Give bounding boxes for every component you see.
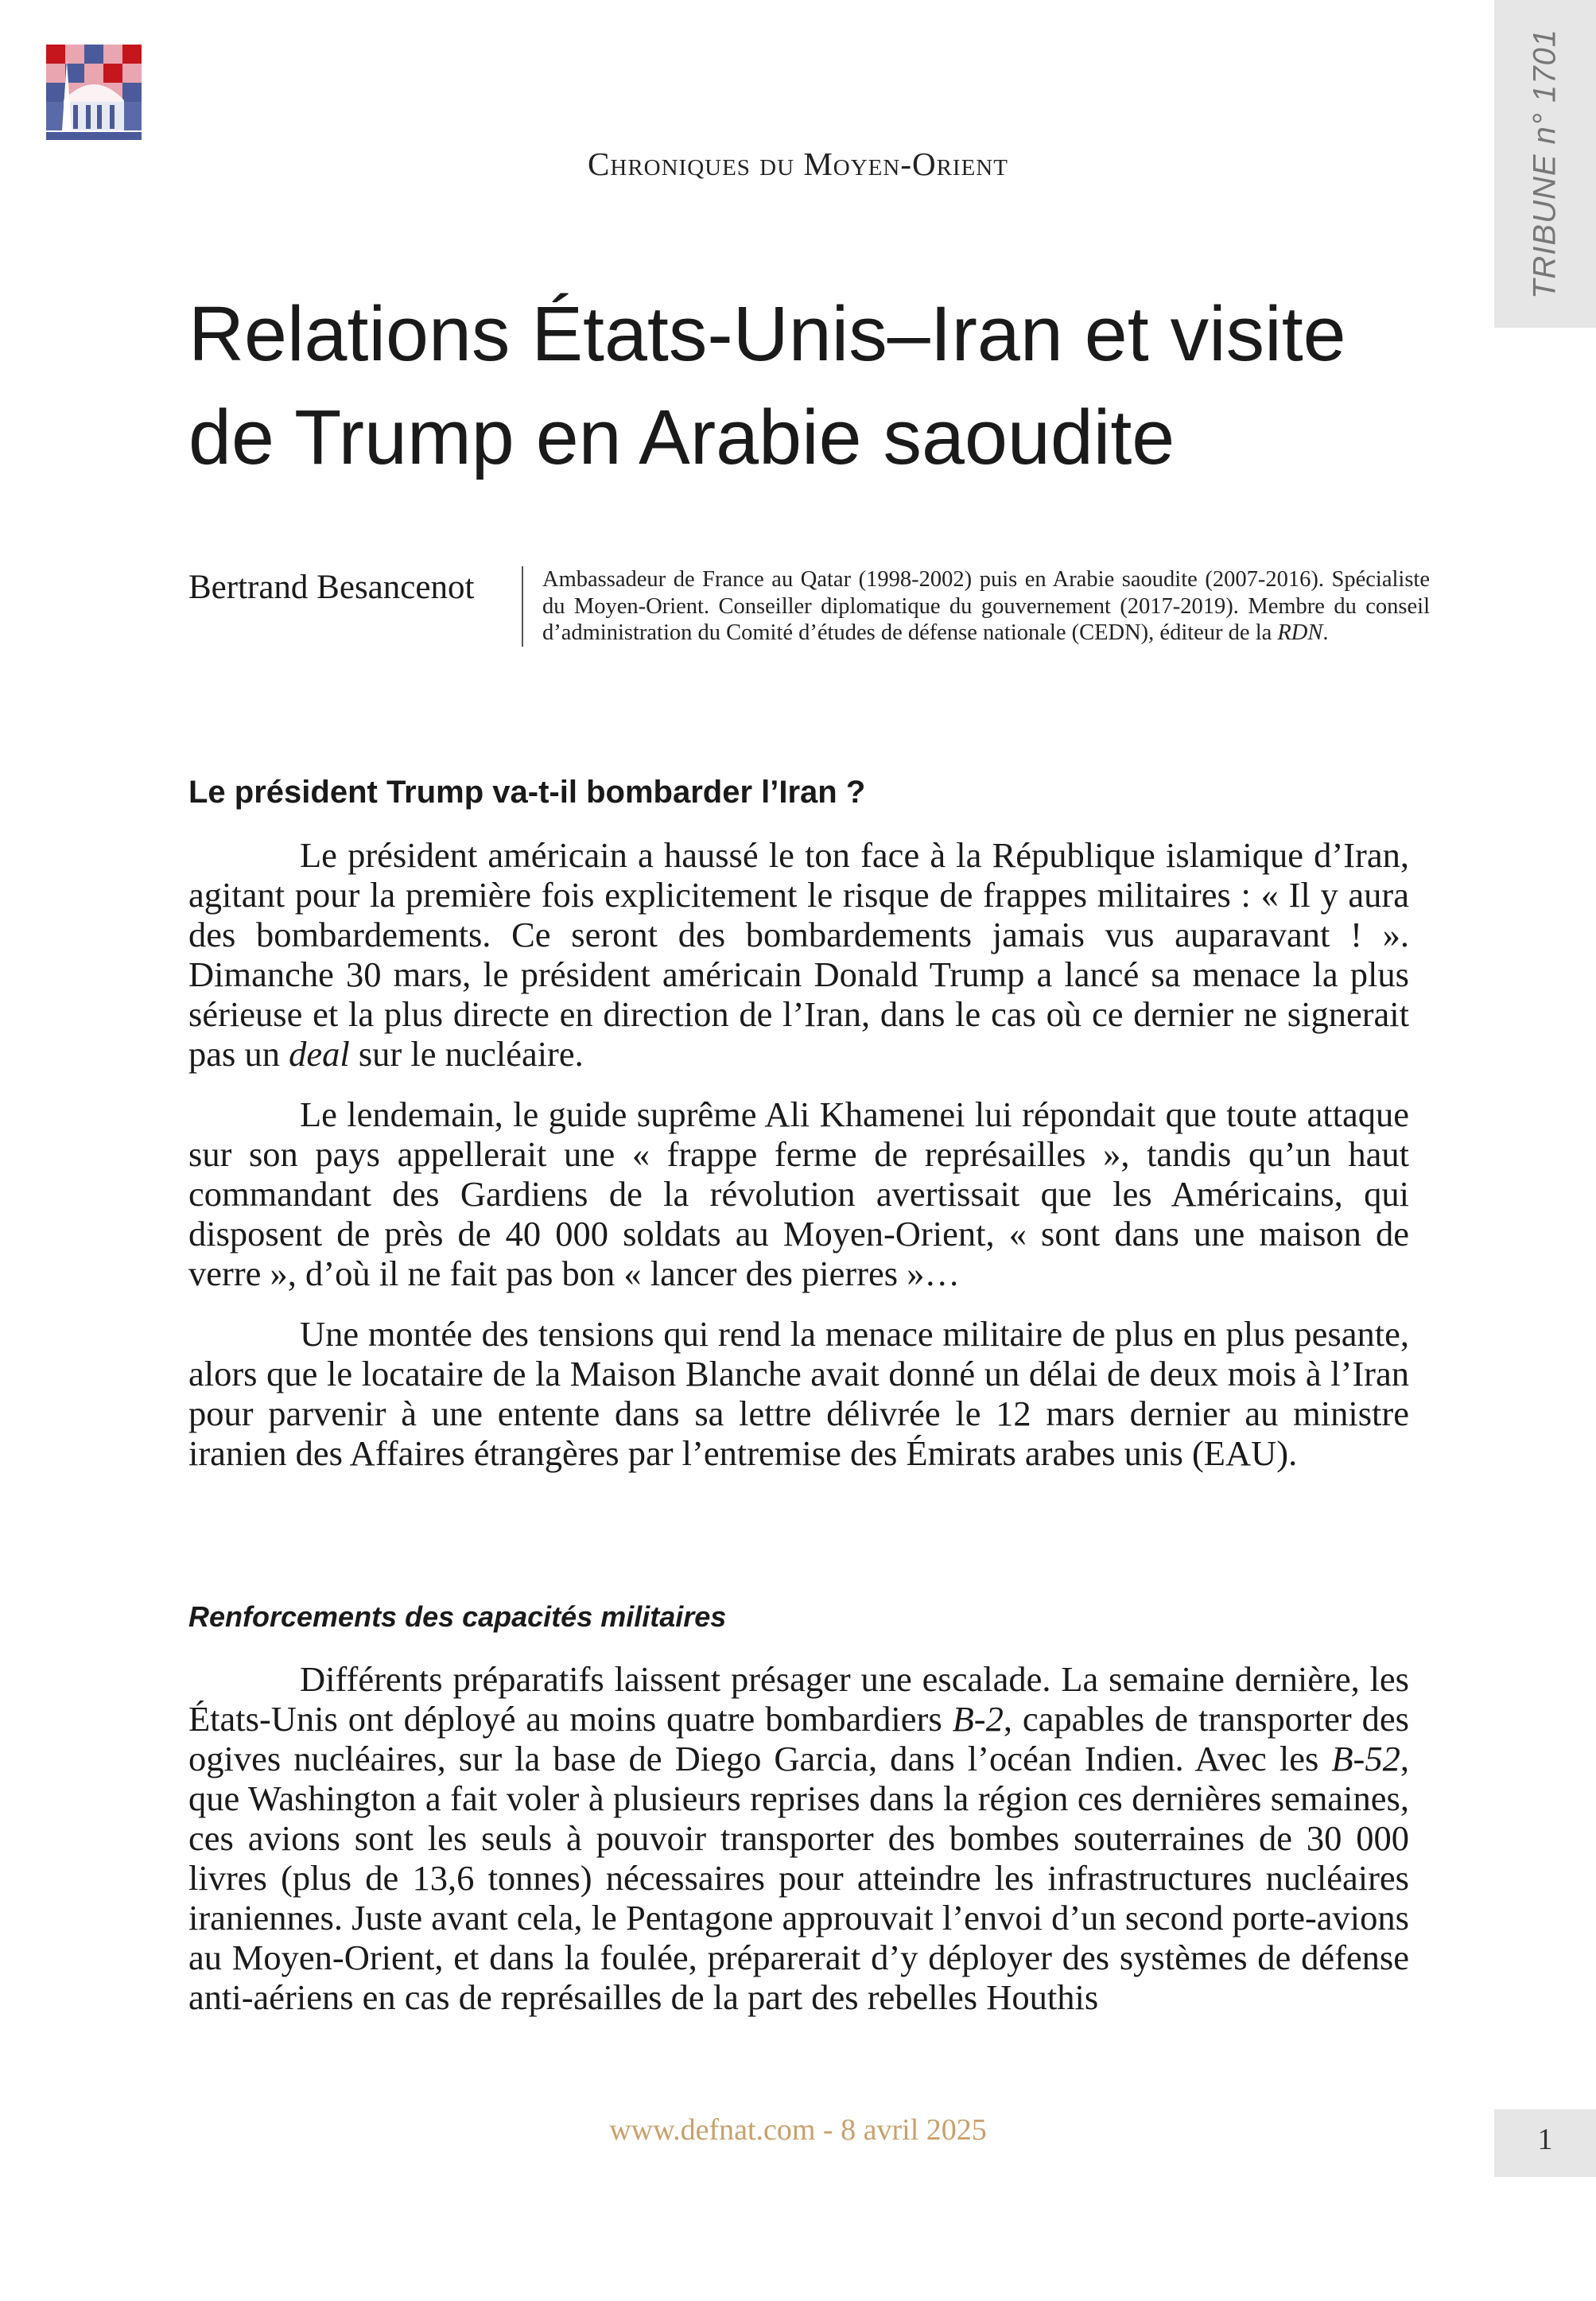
paragraph-text: sur le nucléaire. [349, 1034, 584, 1074]
section-heading-trump-iran: Le président Trump va-t-il bombarder l’Iran ? [188, 775, 866, 810]
b52-bomber: B-52 [1331, 1739, 1400, 1778]
series-name: Chroniques du Moyen-Orient [588, 146, 1008, 182]
author-name: Bertrand Besancenot [188, 569, 475, 606]
paragraph [188, 1659, 1409, 2017]
page-number-box [1494, 2109, 1596, 2177]
b2-bomber: B-2 [952, 1699, 1004, 1739]
footer-url-date: www.defnat.com - 8 avril 2025 [609, 2113, 987, 2147]
rdn-abbreviation: RDN [1277, 620, 1323, 645]
section-body-trump-iran [188, 835, 1409, 1494]
paragraph: Le lendemain, le guide suprême Ali Khamenei lui répondait que toute attaque sur son pays appellerait une « frappe ferme de représailles », tandis qu’un haut commandant des Gardiens de la révolution avertissait que les Américains, qui disposent de près de 40 000 soldats au Moyen-Orient, « sont dans une maison de verre », d’où il ne fait pas bon « lancer des pierres »… [188, 1094, 1409, 1293]
paragraph-text: , que Washington a fait voler à plusieurs reprises dans la région ces dernières semaines, ces avions sont les seuls à pouvoir transporter des bombes souterraines de 30 000 livres (plus de 13,6 tonnes) nécessaires pour atteindre les infrastructures nucléaires iraniennes. Juste avant cela, le Pentagone approuvait l’envoi d’un second porte-avions au Moyen-Orient, et dans la foulée, préparerait d’y déployer des systèmes de défense anti-aériens en cas de représailles de la part des rebelles Houthis [188, 1739, 1409, 2017]
deal-word: deal [289, 1034, 350, 1074]
paragraph: Une montée des tensions qui rend la menace militaire de plus en plus pesante, alors que le locataire de la Maison Blanche avait donné un délai de deux mois à l’Iran pour parvenir à une entente dans sa lettre délivrée le 12 mars dernier au ministre iranien des Affaires étrangères par l’entremise des Émirats arabes unis (EAU). [188, 1314, 1409, 1473]
author-bio-end: . [1322, 620, 1329, 645]
paragraph [188, 835, 1409, 1074]
subsection-heading-military: Renforcements des capacités militaires [188, 1600, 727, 1633]
paragraph-text: , capables de transporter des ogives nucléaires, sur la base de Diego Garcia, dans l’océan Indien. Avec les [188, 1699, 1409, 1778]
author-bio-text: Ambassadeur de France au Qatar (1998-2002) puis en Arabie saoudite (2007-2016). Spécialiste du Moyen-Orient. Conseiller diplomatique du gouvernement (2017-2019). Membre du conseil d’administration du Comité d’études de défense nationale (CEDN), éditeur de la [542, 567, 1430, 645]
paragraph-text: Le président américain a haussé le ton face à la République islamique d’Iran, agitant pour la première fois explicitement le risque de frappes militaires : « Il y aura des bombardements. Ce seront des bombardements jamais vus auparavant ! ». Dimanche 30 mars, le président américain Donald Trump a lancé sa menace la plus sérieuse et la plus directe en direction de l’Iran, dans le cas où ce dernier ne signerait pas un [188, 835, 1409, 1074]
tribune-number: TRIBUNE n° 1701 [1527, 28, 1563, 300]
article-title: Relations États-Unis–Iran et visite de Trump en Arabie saoudite [188, 290, 1346, 480]
author-bio [522, 566, 1430, 647]
paragraph-text: Différents préparatifs laissent présager une escalade. La semaine dernière, les États-Unis ont déployé au moins quatre bombardiers [188, 1659, 1409, 1739]
page-number: 1 [1537, 2123, 1553, 2156]
institution-emblem-icon [46, 45, 142, 142]
section-body-military [188, 1659, 1409, 2038]
